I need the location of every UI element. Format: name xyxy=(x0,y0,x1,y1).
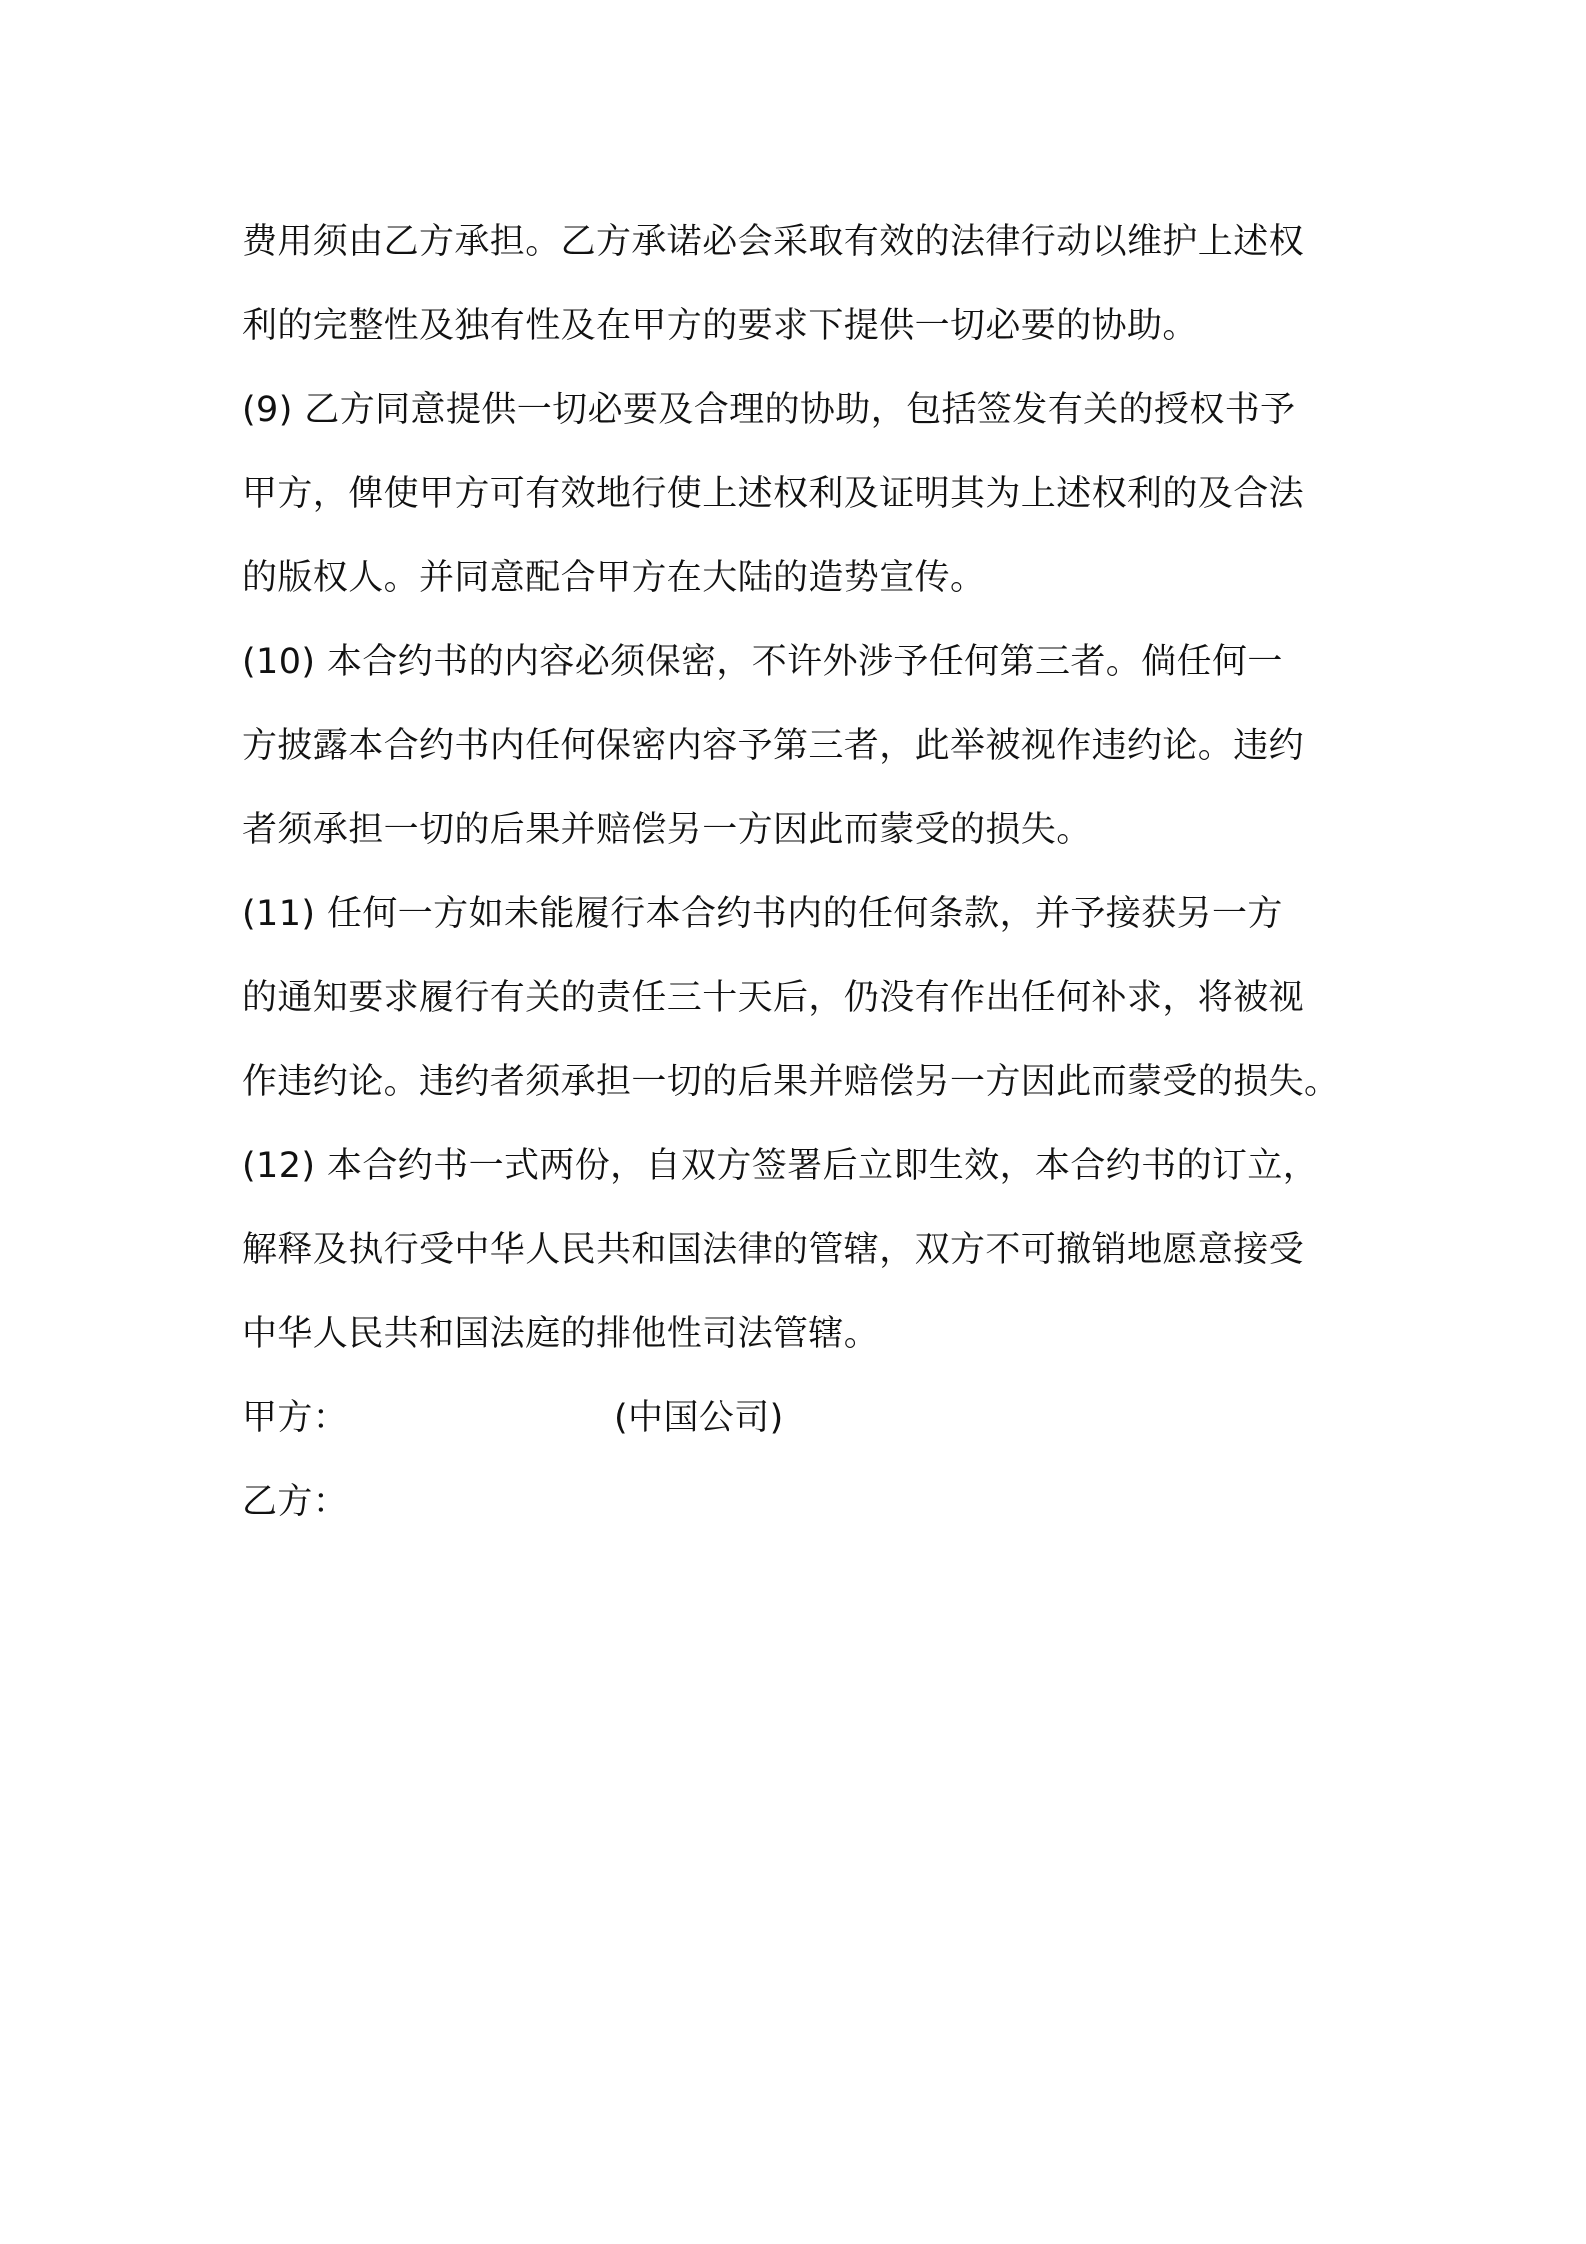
clause-12-line-1: (12) 本合约书一式两份，自双方签署后立即生效，本合约书的订立， xyxy=(242,1146,1319,1186)
clause-9-line-1: (9) 乙方同意提供一切必要及合理的协助，包括签发有关的授权书予 xyxy=(242,390,1296,430)
clause-12-line-2: 解释及执行受中华人民共和国法律的管辖，双方不可撤销地愿意接受 xyxy=(242,1230,1305,1270)
party-a-signature-line xyxy=(242,1376,1372,1460)
clause-10-line-3: 者须承担一切的后果并赔偿另一方因此而蒙受的损失。 xyxy=(242,810,1092,850)
party-a-label: 甲方： xyxy=(242,1398,349,1438)
clause-9-line-3: 的版权人。并同意配合甲方在大陆的造势宣传。 xyxy=(242,558,986,598)
document-body xyxy=(242,200,1372,1544)
party-b-signature-line xyxy=(242,1460,1372,1544)
text-line-2: 利的完整性及独有性及在甲方的要求下提供一切必要的协助。 xyxy=(242,306,1198,346)
clause-11-line-1: (11) 任何一方如未能履行本合约书内的任何条款，并予接获另一方 xyxy=(242,894,1283,934)
clause-11-line-3: 作违约论。违约者须承担一切的后果并赔偿另一方因此而蒙受的损失。 xyxy=(242,1062,1340,1102)
clause-9-line-2: 甲方，俾使甲方可有效地行使上述权利及证明其为上述权利的及合法 xyxy=(242,474,1305,514)
party-b-label: 乙方： xyxy=(242,1482,349,1522)
clause-11-line-2: 的通知要求履行有关的责任三十天后，仍没有作出任何补求，将被视 xyxy=(242,978,1305,1018)
text-line-1: 费用须由乙方承担。乙方承诺必会采取有效的法律行动以维护上述权 xyxy=(242,222,1305,262)
clause-10-line-1: (10) 本合约书的内容必须保密，不许外涉予任何第三者。倘任何一 xyxy=(242,642,1283,682)
party-a-company: (中国公司) xyxy=(614,1398,784,1438)
clause-12-line-3: 中华人民共和国法庭的排他性司法管辖。 xyxy=(242,1314,880,1354)
clause-10-line-2: 方披露本合约书内任何保密内容予第三者，此举被视作违约论。违约 xyxy=(242,726,1305,766)
